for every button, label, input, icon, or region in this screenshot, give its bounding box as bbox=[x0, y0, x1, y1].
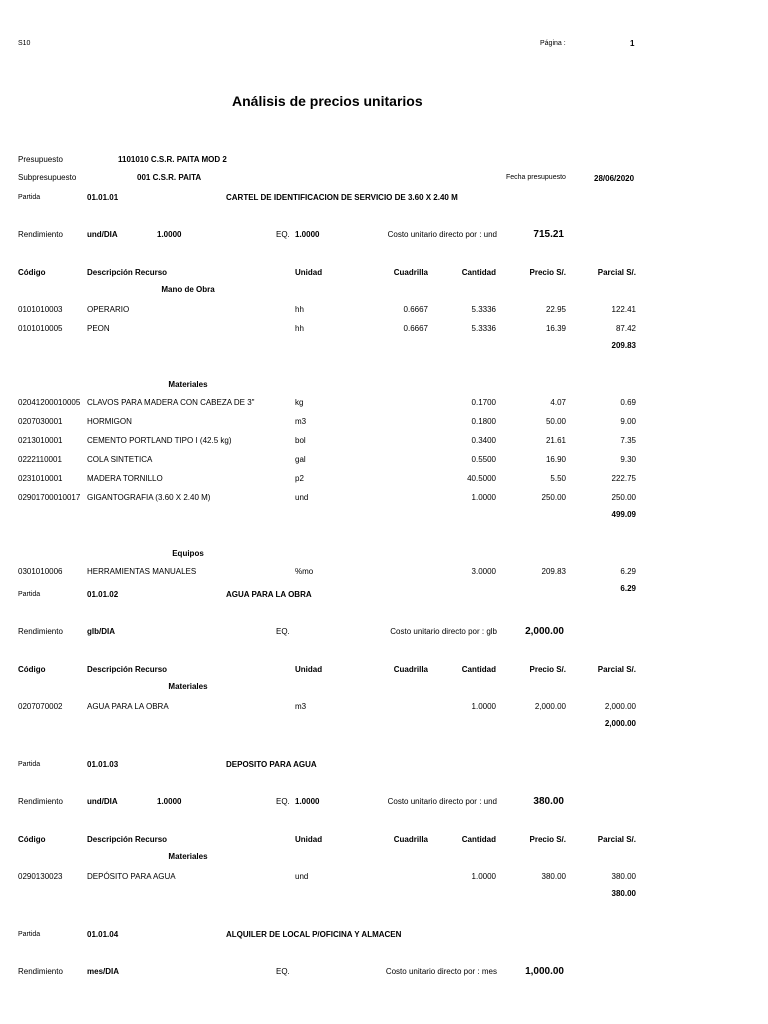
row-unidad: m3 bbox=[295, 702, 307, 711]
row-descripcion: HORMIGON bbox=[87, 417, 132, 426]
row-precio: 250.00 bbox=[541, 493, 566, 502]
row-codigo: 0207030001 bbox=[18, 417, 63, 426]
row-precio: 16.39 bbox=[545, 324, 566, 333]
eq-label: EQ. bbox=[276, 627, 290, 636]
subpresupuesto-label: Subpresupuesto bbox=[18, 173, 77, 182]
rendimiento-value: 1.0000 bbox=[157, 797, 182, 806]
col-header-cuadrilla: Cuadrilla bbox=[393, 835, 428, 844]
partida-label: Partida bbox=[18, 761, 41, 768]
col-header-unidad: Unidad bbox=[295, 665, 323, 674]
row-parcial: 87.42 bbox=[615, 324, 636, 333]
row-cantidad: 1.0000 bbox=[471, 702, 496, 711]
row-cantidad: 1.0000 bbox=[471, 872, 496, 881]
group-title: Materiales bbox=[168, 852, 208, 861]
col-header-cuadrilla: Cuadrilla bbox=[393, 665, 428, 674]
col-header-precio: Precio S/. bbox=[529, 835, 566, 844]
col-header-codigo: Código bbox=[18, 835, 46, 844]
group-subtotal: 499.09 bbox=[611, 510, 636, 519]
row-codigo: 02901700010017 bbox=[18, 493, 81, 502]
row-cantidad: 5.3336 bbox=[471, 305, 496, 314]
row-unidad: %mo bbox=[295, 567, 314, 576]
col-header-codigo: Código bbox=[18, 268, 46, 277]
row-codigo: 0213010001 bbox=[18, 436, 63, 445]
row-parcial: 222.75 bbox=[611, 474, 636, 483]
row-cantidad: 3.0000 bbox=[471, 567, 496, 576]
row-codigo: 02041200010005 bbox=[18, 398, 81, 407]
report-code: S10 bbox=[18, 40, 31, 47]
row-codigo: 0222110001 bbox=[18, 455, 62, 464]
row-descripcion: CLAVOS PARA MADERA CON CABEZA DE 3" bbox=[87, 398, 255, 407]
col-header-precio: Precio S/. bbox=[529, 268, 566, 277]
partida-name: ALQUILER DE LOCAL P/OFICINA Y ALMACEN bbox=[226, 930, 402, 939]
row-codigo: 0301010006 bbox=[18, 567, 63, 576]
row-precio: 380.00 bbox=[541, 872, 566, 881]
presupuesto-label: Presupuesto bbox=[18, 155, 63, 164]
row-precio: 22.95 bbox=[545, 305, 566, 314]
row-parcial: 122.41 bbox=[611, 305, 636, 314]
col-header-parcial: Parcial S/. bbox=[597, 268, 636, 277]
eq-label: EQ. bbox=[276, 797, 290, 806]
col-header-precio: Precio S/. bbox=[529, 665, 566, 674]
row-parcial: 2,000.00 bbox=[604, 702, 636, 711]
row-precio: 16.90 bbox=[545, 455, 566, 464]
row-unidad: kg bbox=[295, 398, 304, 407]
row-precio: 5.50 bbox=[550, 474, 566, 483]
row-codigo: 0101010003 bbox=[18, 305, 63, 314]
row-descripcion: MADERA TORNILLO bbox=[87, 474, 163, 483]
row-cantidad: 0.5500 bbox=[471, 455, 496, 464]
row-descripcion: CEMENTO PORTLAND TIPO I (42.5 kg) bbox=[87, 436, 232, 445]
group-title: Equipos bbox=[172, 549, 204, 558]
rendimiento-unit: und/DIA bbox=[87, 797, 118, 806]
col-header-cantidad: Cantidad bbox=[461, 665, 496, 674]
col-header-cuadrilla: Cuadrilla bbox=[393, 268, 428, 277]
row-descripcion: COLA SINTETICA bbox=[87, 455, 153, 464]
row-precio: 4.07 bbox=[550, 398, 566, 407]
row-unidad: hh bbox=[295, 324, 304, 333]
row-descripcion: AGUA PARA LA OBRA bbox=[87, 702, 169, 711]
row-descripcion: GIGANTOGRAFIA (3.60 X 2.40 M) bbox=[87, 493, 211, 502]
partida-code: 01.01.02 bbox=[87, 590, 119, 599]
row-unidad: und bbox=[295, 493, 309, 502]
row-descripcion: OPERARIO bbox=[87, 305, 130, 314]
row-precio: 50.00 bbox=[545, 417, 566, 426]
partida-code: 01.01.01 bbox=[87, 193, 119, 202]
row-parcial: 250.00 bbox=[611, 493, 636, 502]
fecha-value: 28/06/2020 bbox=[594, 174, 635, 183]
row-unidad: hh bbox=[295, 305, 304, 314]
row-parcial: 9.30 bbox=[620, 455, 636, 464]
group-subtotal: 209.83 bbox=[611, 341, 636, 350]
rendimiento-unit: glb/DIA bbox=[87, 627, 115, 636]
row-parcial: 0.69 bbox=[620, 398, 636, 407]
page-number: 1 bbox=[630, 39, 635, 48]
partida-code: 01.01.03 bbox=[87, 760, 119, 769]
row-cantidad: 1.0000 bbox=[471, 493, 496, 502]
group-title: Materiales bbox=[168, 682, 208, 691]
col-header-unidad: Unidad bbox=[295, 835, 323, 844]
row-parcial: 6.29 bbox=[620, 567, 636, 576]
costo-unitario-label: Costo unitario directo por : mes bbox=[385, 967, 497, 976]
partida-name: CARTEL DE IDENTIFICACION DE SERVICIO DE 3.60 X 2.40 M bbox=[226, 193, 458, 202]
page-label: Página : bbox=[540, 40, 566, 47]
fecha-label: Fecha presupuesto bbox=[506, 174, 566, 181]
row-cantidad: 0.1800 bbox=[471, 417, 496, 426]
row-descripcion: DEPÓSITO PARA AGUA bbox=[87, 872, 176, 881]
row-parcial: 9.00 bbox=[620, 417, 636, 426]
row-parcial: 380.00 bbox=[611, 872, 636, 881]
row-codigo: 0231010001 bbox=[18, 474, 63, 483]
rendimiento-label: Rendimiento bbox=[18, 627, 63, 636]
rendimiento-unit: mes/DIA bbox=[87, 967, 120, 976]
eq-value: 1.0000 bbox=[295, 230, 320, 239]
costo-unitario-value: 380.00 bbox=[533, 796, 564, 807]
eq-label: EQ. bbox=[276, 967, 290, 976]
presupuesto-value: 1101010 C.S.R. PAITA MOD 2 bbox=[118, 155, 227, 164]
row-parcial: 7.35 bbox=[620, 436, 636, 445]
row-descripcion: PEON bbox=[87, 324, 110, 333]
costo-unitario-value: 2,000.00 bbox=[525, 626, 564, 637]
col-header-unidad: Unidad bbox=[295, 268, 323, 277]
row-unidad: gal bbox=[295, 455, 306, 464]
col-header-descripcion: Descripción Recurso bbox=[87, 665, 168, 674]
row-codigo: 0207070002 bbox=[18, 702, 63, 711]
row-unidad: m3 bbox=[295, 417, 307, 426]
rendimiento-unit: und/DIA bbox=[87, 230, 118, 239]
group-title: Materiales bbox=[168, 380, 208, 389]
row-unidad: p2 bbox=[295, 474, 304, 483]
costo-unitario-value: 715.21 bbox=[533, 229, 564, 240]
row-cuadrilla: 0.6667 bbox=[403, 305, 428, 314]
col-header-descripcion: Descripción Recurso bbox=[87, 268, 168, 277]
row-codigo: 0290130023 bbox=[18, 872, 63, 881]
row-cantidad: 5.3336 bbox=[471, 324, 496, 333]
partida-code: 01.01.04 bbox=[87, 930, 119, 939]
partida-name: AGUA PARA LA OBRA bbox=[226, 590, 312, 599]
row-precio: 21.61 bbox=[545, 436, 566, 445]
row-cuadrilla: 0.6667 bbox=[403, 324, 428, 333]
col-header-parcial: Parcial S/. bbox=[597, 835, 636, 844]
partida-label: Partida bbox=[18, 931, 41, 938]
row-unidad: und bbox=[295, 872, 309, 881]
rendimiento-label: Rendimiento bbox=[18, 967, 63, 976]
costo-unitario-label: Costo unitario directo por : und bbox=[387, 797, 497, 806]
rendimiento-value: 1.0000 bbox=[157, 230, 182, 239]
costo-unitario-label: Costo unitario directo por : und bbox=[387, 230, 497, 239]
rendimiento-label: Rendimiento bbox=[18, 797, 63, 806]
partida-label: Partida bbox=[18, 591, 41, 598]
page-title: Análisis de precios unitarios bbox=[232, 93, 423, 109]
subpresupuesto-value: 001 C.S.R. PAITA bbox=[137, 173, 202, 182]
group-subtotal: 380.00 bbox=[611, 889, 636, 898]
row-cantidad: 40.5000 bbox=[467, 474, 496, 483]
row-precio: 209.83 bbox=[541, 567, 566, 576]
row-codigo: 0101010005 bbox=[18, 324, 63, 333]
rendimiento-label: Rendimiento bbox=[18, 230, 63, 239]
row-unidad: bol bbox=[295, 436, 306, 445]
group-subtotal: 2,000.00 bbox=[604, 719, 636, 728]
col-header-cantidad: Cantidad bbox=[461, 268, 496, 277]
group-subtotal: 6.29 bbox=[620, 584, 636, 593]
partida-name: DEPOSITO PARA AGUA bbox=[226, 760, 317, 769]
partida-label: Partida bbox=[18, 194, 41, 201]
col-header-descripcion: Descripción Recurso bbox=[87, 835, 168, 844]
row-descripcion: HERRAMIENTAS MANUALES bbox=[87, 567, 197, 576]
eq-label: EQ. bbox=[276, 230, 290, 239]
row-cantidad: 0.1700 bbox=[471, 398, 496, 407]
group-title: Mano de Obra bbox=[161, 285, 215, 294]
col-header-parcial: Parcial S/. bbox=[597, 665, 636, 674]
costo-unitario-value: 1,000.00 bbox=[525, 966, 564, 977]
row-cantidad: 0.3400 bbox=[471, 436, 496, 445]
col-header-codigo: Código bbox=[18, 665, 46, 674]
eq-value: 1.0000 bbox=[295, 797, 320, 806]
col-header-cantidad: Cantidad bbox=[461, 835, 496, 844]
row-precio: 2,000.00 bbox=[534, 702, 566, 711]
costo-unitario-label: Costo unitario directo por : glb bbox=[390, 627, 497, 636]
